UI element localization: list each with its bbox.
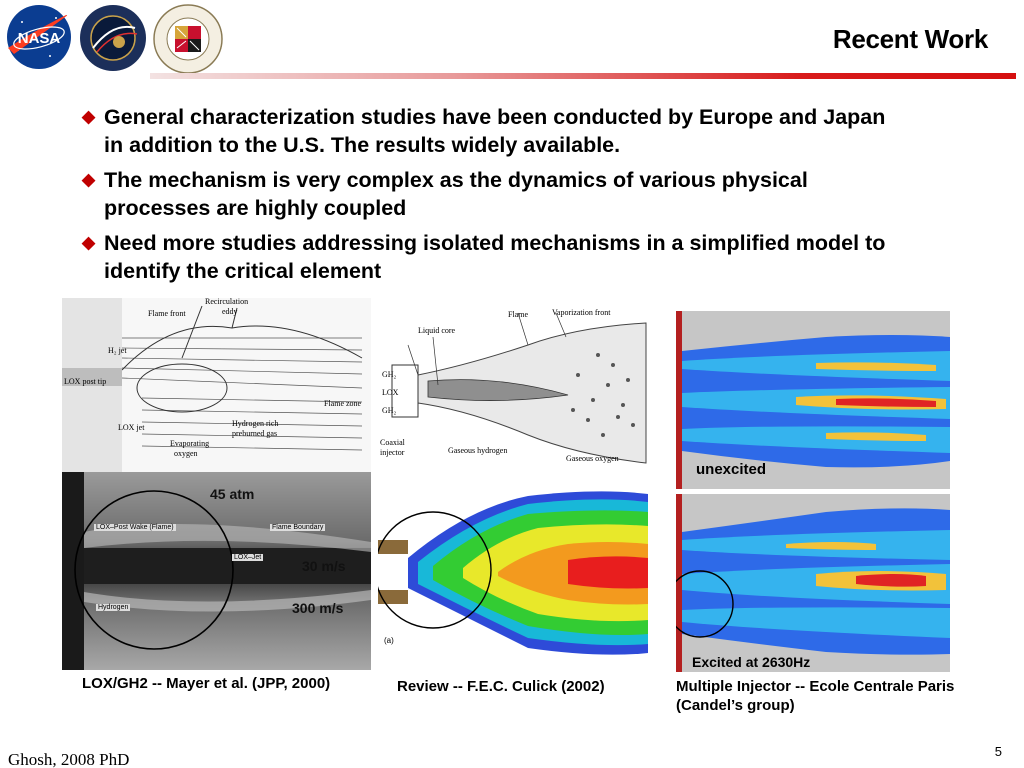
slide-footer: Ghosh, 2008 PhD — [8, 750, 130, 768]
unexcited-label: unexcited — [696, 461, 767, 478]
diamond-bullet-icon: ◆ — [82, 170, 96, 189]
plot-tag: (a) — [384, 636, 394, 645]
slide-title: Recent Work — [832, 24, 988, 54]
bullet-list — [82, 103, 902, 292]
mayer-diagram-label: Hydrogen rich — [232, 419, 279, 428]
culick-label: GH₂ — [382, 406, 397, 415]
exploration-logo — [79, 4, 147, 72]
ecp-excited-field — [676, 494, 950, 672]
umd-seal-logo — [153, 4, 223, 74]
mayer-flow-diagram — [62, 298, 371, 472]
mayer-diagram-label: Flame zone — [324, 399, 362, 408]
mayer-diagram-label: oxygen — [174, 449, 198, 458]
culick-label: Liquid core — [418, 326, 456, 335]
mayer-caption: LOX/GH2 -- Mayer et al. (JPP, 2000) — [82, 675, 331, 692]
culick-injector-schematic — [378, 305, 648, 480]
bullet-text: The mechanism is very complex as the dynamics of various physical processes are highly coupled — [104, 168, 808, 220]
bullet-item — [82, 229, 902, 285]
culick-label: Vaporization front — [552, 308, 611, 317]
bullet-text: General characterization studies have been conducted by Europe and Japan in addition to the U.S. The results widely available. — [104, 105, 886, 157]
mayer-diagram-label: Recirculation — [205, 298, 249, 306]
ecp-caption-line2: (Candel’s group) — [676, 697, 795, 714]
mayer-diagram-label: preburned gas — [232, 429, 278, 438]
culick-label: Coaxial — [380, 438, 405, 447]
culick-caption: Review -- F.E.C. Culick (2002) — [397, 678, 605, 695]
bullet-text: Need more studies addressing isolated mechanisms in a simplified model to identify the critical element — [104, 231, 886, 283]
pressure-label: 45 atm — [210, 486, 255, 502]
ecp-caption-line1: Multiple Injector -- Ecole Centrale Paris — [676, 678, 955, 695]
bullet-item — [82, 166, 902, 222]
culick-label: Gaseous hydrogen — [448, 446, 508, 455]
diamond-bullet-icon: ◆ — [82, 107, 96, 126]
page-number: 5 — [994, 744, 1002, 759]
culick-label: GH₂ — [382, 370, 397, 379]
nasa-logo — [2, 4, 76, 70]
ecp-unexcited-field — [676, 311, 950, 489]
mayer-diagram-label: LOX jet — [118, 423, 145, 432]
culick-label: LOX — [382, 388, 399, 397]
mayer-diagram-label: Evaporating — [170, 439, 210, 448]
culick-temperature-contour — [378, 488, 648, 658]
mayer-diagram-label: Flame front — [148, 309, 186, 318]
photo-tag: LOX–Post Wake (Flame) — [96, 524, 174, 531]
mayer-diagram-label: H₂ jet — [108, 346, 127, 355]
culick-label: Gaseous oxygen — [566, 454, 619, 463]
h2-velocity-label: 300 m/s — [292, 600, 344, 616]
lox-velocity-label: 30 m/s — [302, 558, 346, 574]
title-divider — [150, 73, 1016, 79]
mayer-diagram-label: LOX post tip — [64, 377, 107, 386]
diamond-bullet-icon: ◆ — [82, 233, 96, 252]
nasa-logo-text: NASA — [17, 30, 61, 47]
mayer-diagram-label: eddy — [222, 307, 238, 316]
photo-tag: Flame Boundary — [272, 524, 324, 531]
excited-label: Excited at 2630Hz — [692, 654, 811, 670]
bullet-item — [82, 103, 902, 159]
mayer-flame-photo — [62, 472, 371, 670]
culick-label: Flame — [508, 310, 528, 319]
photo-tag: LOX–Jet — [234, 554, 262, 561]
culick-label: injector — [380, 448, 405, 457]
photo-tag: Hydrogen — [98, 604, 129, 611]
